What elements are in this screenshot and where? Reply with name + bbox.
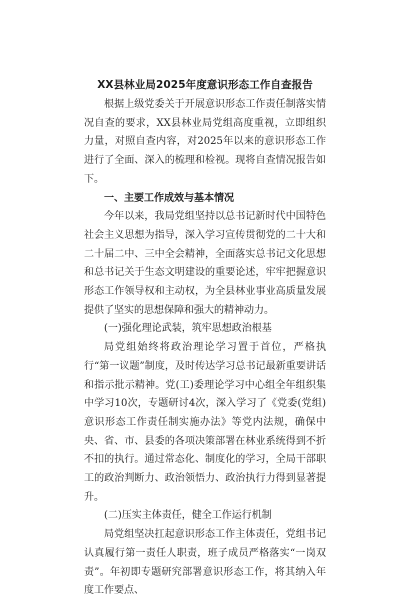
intro-paragraph: 根据上级党委关于开展意识形态工作责任制落实情况自查的要求，XX县林业局党组高度重视，立即组织力量，对照自查内容，对2025年以来的意识形态工作进行了全面、深入的梳理和检视。现将自查情况报告如下。	[84, 99, 326, 185]
subsection-paragraph-responsibility: 局党组坚决扛起意识形态工作主体责任，党组书记认真履行第一责任人职责，班子成员严格落实“一岗双责”。年初即专题研究部署意识形态工作，将其纳入年度工作要点、	[84, 529, 326, 597]
document-title: XX县林业局2025年度意识形态工作自查报告	[97, 79, 313, 91]
subsection-paragraph-theory: 局党组始终将政治理论学习置于首位，严格执行“第一议题”制度，及时传达学习总书记最新重要讲话和指示批示精神。党(工)委理论学习中心组全年组织集中学习10次，专题研讨4次，深入学习了《党委(党组)意识形态工作责任制实施办法》等党内法规，确保中央、省、市、县委的各项决策部署在林业系统得到不折不扣的执行。通过常态化、制度化的学习，全局干部职工的政治判断力、政治领悟力、政治执行力得到显著提升。	[84, 342, 326, 503]
section-heading-achievements: 一、主要工作成效与基本情况	[104, 192, 234, 204]
subsection-heading-theory: (一)强化理论武装，筑牢思想政治根基	[104, 323, 272, 335]
document-body	[84, 78, 326, 601]
subsection-heading-responsibility: (二)压实主体责任，健全工作运行机制	[104, 510, 272, 522]
section-paragraph-achievements: 今年以来，我局党组坚持以总书记新时代中国特色社会主义思想为指导，深入学习宣传贯彻党的二十大和二十届二中、三中全会精神，全面落实总书记文化思想和总书记关于生态文明建设的重要论述，牢牢把握意识形态工作领导权和主动权，为全县林业事业高质量发展提供了坚实的思想保障和强大的精神动力。	[84, 211, 326, 316]
